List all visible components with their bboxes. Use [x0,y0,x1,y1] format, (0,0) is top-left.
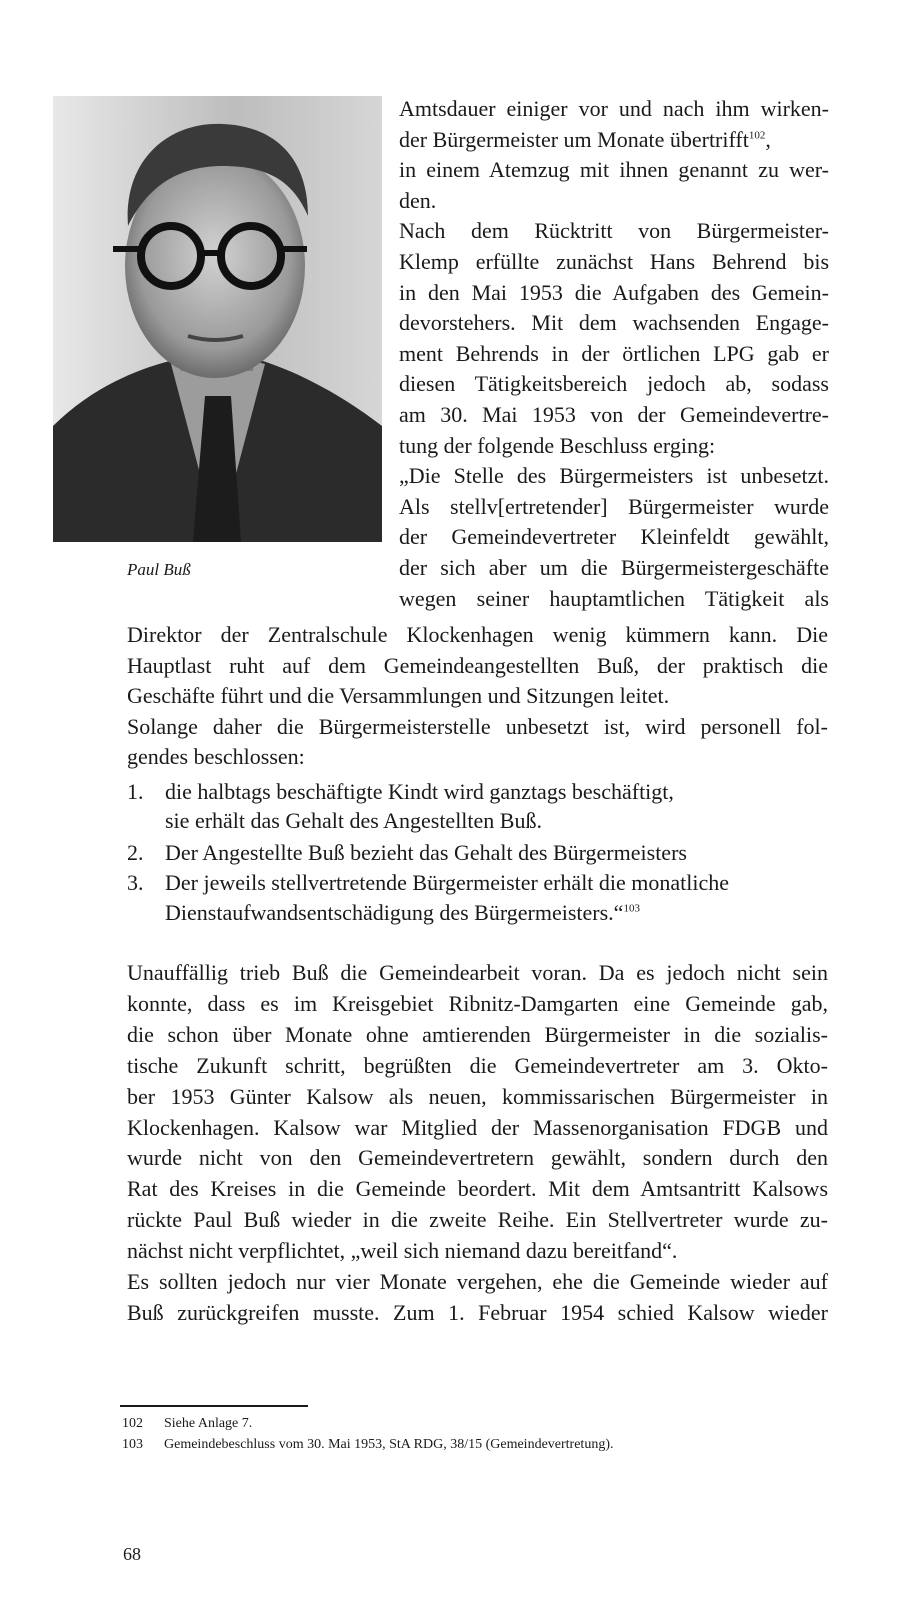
footnote-text: Gemeindebeschluss vom 30. Mai 1953, StA RDG, 38/15 (Gemeindevertretung). [164,1437,614,1452]
column-line: wegen seiner hauptamtlichen Tätigkeit als [399,585,829,611]
list-line: sie erhält das Gehalt des Angestellten Buß. [165,808,542,833]
body-line: wurde nicht von den Gemeindevertretern gewählt, sondern durch den [127,1145,828,1171]
portrait-photo [53,96,382,542]
body-line: rückte Paul Buß wieder in die zweite Reihe. Ein Stellvertreter wurde zu- [127,1207,828,1233]
footnote-text: Siehe Anlage 7. [164,1416,253,1431]
footnote-number: 103 [122,1437,143,1452]
column-line: den. [399,187,437,213]
column-line: in einem Atemzug mit ihnen genannt zu wer- [399,157,829,183]
footnote-rule [120,1405,308,1407]
body-line: nächst nicht verpflichtet, „weil sich niemand dazu bereitfand“. [127,1238,678,1264]
body-line: ber 1953 Günter Kalsow als neuen, kommissarischen Bürgermeister in [127,1083,828,1109]
body-line: Rat des Kreises in die Gemeinde beordert. Mit dem Amtsantritt Kalsows [127,1176,828,1202]
column-line: „Die Stelle des Bürgermeisters ist unbesetzt. [399,463,829,489]
portrait-image [53,96,382,542]
footnote-102 [122,1415,252,1433]
page-number: 68 [123,1544,141,1564]
body-line: Geschäfte führt und die Versammlungen und Sitzungen leitet. [127,683,670,709]
column-line: tung der folgende Beschluss erging: [399,432,716,458]
column-line: Als stellv[ertretender] Bürgermeister wurde [399,493,829,519]
body-line: Direktor der Zentralschule Klockenhagen wenig kümmern kann. Die [127,622,828,647]
photo-caption: Paul Buß [127,560,191,579]
body-line: Hauptlast ruht auf dem Gemeindeangestellten Buß, der praktisch die [127,652,828,678]
column-line: Nach dem Rücktritt von Bürgermeister- [399,218,829,244]
column-line: in den Mai 1953 die Aufgaben des Gemein- [399,279,829,305]
column-line: der sich aber um die Bürgermeistergeschäfte [399,555,829,580]
body-line: tische Zukunft schritt, begrüßten die Gemeindevertreter am 3. Okto- [127,1052,828,1078]
list-number: 2. [127,840,144,865]
column-line: der Gemeindevertreter Kleinfeldt gewählt, [399,524,829,550]
body-line: Buß zurückgreifen musste. Zum 1. Februar 1954 schied Kalsow wieder [127,1299,828,1325]
column-line: der Bürgermeister um Monate übertrifft$^{102}$, [399,126,771,152]
body-line: Unauffällig trieb Buß die Gemeindearbeit voran. Da es jedoch nicht sein [127,960,828,985]
column-line: Klemp erfüllte zunächst Hans Behrend bis [399,249,829,274]
body-line: Klockenhagen. Kalsow war Mitglied der Massenorganisation FDGB und [127,1114,828,1140]
footnote-number: 102 [122,1416,143,1431]
body-line: konnte, dass es im Kreisgebiet Ribnitz-Damgarten eine Gemeinde gab, [127,990,828,1016]
body-line: Solange daher die Bürgermeisterstelle unbesetzt ist, wird personell fol- [127,713,828,739]
column-line: am 30. Mai 1953 von der Gemeindevertre- [399,402,829,427]
body-line: gendes beschlossen: [127,744,305,770]
footnote-reference: 103 [623,902,640,915]
body-line: Es sollten jedoch nur vier Monate vergehen, ehe die Gemeinde wieder auf [127,1269,828,1294]
column-line: Amtsdauer einiger vor und nach ihm wirken- [399,96,829,121]
list-line: Der Angestellte Buß bezieht das Gehalt des Bürgermeisters [165,840,687,865]
column-line: devorstehers. Mit dem wachsenden Engage- [399,310,829,336]
list-line: die halbtags beschäftigte Kindt wird ganztags beschäftigt, [165,779,674,804]
column-line: diesen Tätigkeitsbereich jedoch ab, sodass [399,371,829,397]
list-line: Der jeweils stellvertretende Bürgermeister erhält die monatliche [165,870,730,895]
footnote-103 [122,1436,613,1454]
footnote-reference: 102 [748,129,766,142]
column-line: ment Behrends in der örtlichen LPG gab er [399,340,829,366]
list-number: 1. [127,779,144,804]
list-number: 3. [127,870,144,895]
body-line: die schon über Monate ohne amtierenden Bürgermeister in die sozialis- [127,1021,828,1047]
list-line: Dienstaufwandsentschädigung des Bürgermeisters.“$^{103}$ [165,900,640,925]
